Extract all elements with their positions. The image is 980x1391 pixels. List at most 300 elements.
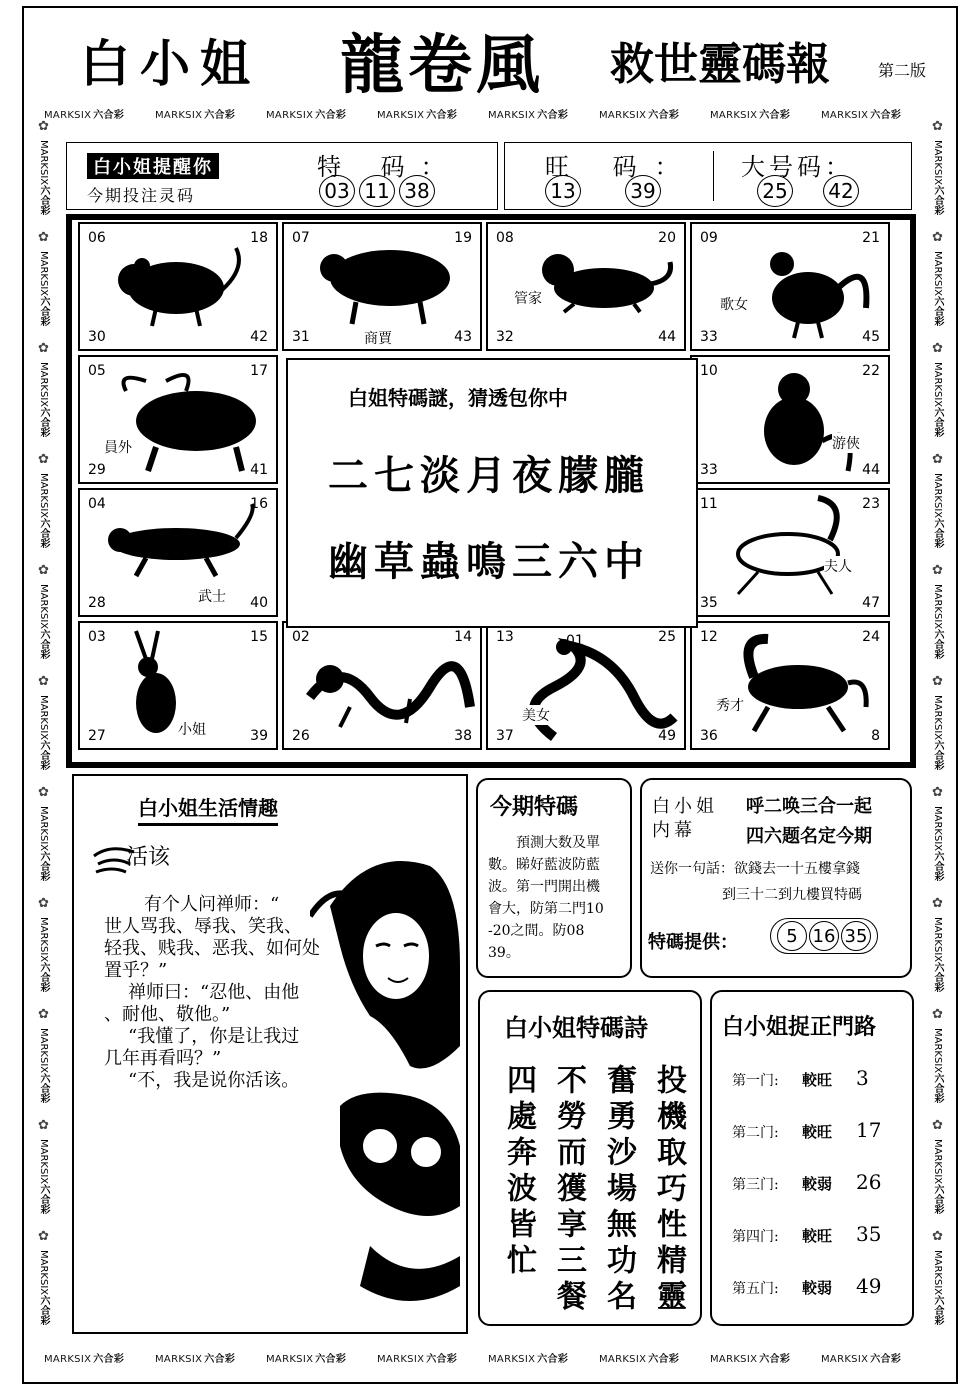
door-row [732,1274,881,1298]
watermark-item [155,1350,235,1365]
this-special-line: 數。睇好藍波防藍 [488,857,600,873]
wang-code-label: 旺 码： [545,153,697,181]
zodiac-label: 小姐 [178,719,206,739]
tiger-icon [86,494,276,614]
wang-code-1: 13 [545,175,581,207]
watermark-brand: 六合彩 [426,110,458,121]
watermark-brand: 六合彩 [38,296,49,327]
zodiac-num-tl: 09 [700,230,718,246]
watermark-brand: 六合彩 [38,407,49,438]
inside-slogan2: 四六题名定今期 [746,826,872,847]
watermark-vertical [930,473,945,548]
zodiac-num-br: 38 [454,728,472,744]
zodiac-num-bl: 31 [292,329,310,345]
zodiac-num-bl: 29 [88,462,106,478]
watermark-brand: 六合彩 [759,110,791,121]
watermark-brand: 六合彩 [38,962,49,993]
watermark-brand: 六合彩 [932,1073,943,1104]
watermark-brand: 六合彩 [537,1354,569,1365]
story-line: “我懂了，你是让我过 [128,1026,300,1047]
zodiac-num-bl: 33 [700,329,718,345]
watermark-brand: 六合彩 [932,296,943,327]
door-number: 35 [856,1222,882,1246]
zodiac-num-tr: 24 [862,629,880,645]
watermark-brand: 六合彩 [38,629,49,660]
zodiac-num-br: 45 [862,329,880,345]
snake-icon [494,627,684,747]
watermark-brand: 六合彩 [932,185,943,216]
zodiac-num-br: 39 [250,728,268,744]
watermark-vertical [36,1139,51,1214]
wang-code-2: 39 [625,175,661,207]
inside-label2: 内幕 [652,820,696,841]
watermark-brand: 六合彩 [93,1354,125,1365]
this-special-text [488,832,628,964]
zodiac-num-tl: 03 [88,629,106,645]
zodiac-cell-horse [690,621,890,750]
watermark-text: MARKSIX [266,1354,314,1365]
inside-box [640,778,912,978]
flower-icon: ✿ [38,785,49,800]
watermark-item [599,1350,679,1365]
watermark-text: MARKSIX [38,473,49,519]
watermark-vertical [36,251,51,326]
watermark-vertical [36,917,51,992]
watermark-vertical [36,806,51,881]
watermark-vertical [930,584,945,659]
this-special-line: 會大，防第二門10 [488,901,604,917]
inside-provide-label: 特碼提供： [648,932,738,953]
watermark-brand: 六合彩 [648,110,680,121]
zodiac-num-br: 43 [454,329,472,345]
poem-column-3: 奮勇沙場無功名 [601,1064,636,1316]
watermark-text: MARKSIX [821,110,869,121]
zodiac-num-tr: 23 [862,496,880,512]
watermark-brand: 六合彩 [38,518,49,549]
poem-box [478,990,702,1326]
zodiac-num-br: 47 [862,595,880,611]
riddle-line1: 二七淡月夜朦朧 [328,452,650,499]
life-subheading: 活该 [126,845,171,870]
dragon-icon [290,627,480,747]
watermark-bottom [36,1348,936,1368]
monkey-icon [698,361,888,481]
watermark-vertical [36,695,51,770]
zodiac-num-br: 44 [658,329,676,345]
zodiac-num-bl: 28 [88,595,106,611]
life-section [72,774,468,1334]
provide-number-1: 5 [777,921,807,951]
special-code-2: 11 [359,175,395,207]
watermark-vertical [36,362,51,437]
watermark-text: MARKSIX [599,1354,647,1365]
zodiac-num-tl: 13 [496,629,514,645]
zodiac-cell-dog [486,222,686,351]
watermark-text: MARKSIX [710,1354,758,1365]
watermark-brand: 六合彩 [537,110,569,121]
watermark-text: MARKSIX [821,1354,869,1365]
watermark-left [30,120,60,1345]
zodiac-num-tr: 16 [250,496,268,512]
watermark-item [710,1350,790,1365]
watermark-top [36,104,936,124]
special-code-1: 03 [319,175,355,207]
inside-slogan1: 呼二唤三合一起 [746,796,872,817]
flower-icon: ✿ [932,1007,943,1022]
watermark-brand: 六合彩 [315,110,347,121]
story-line: 几年再看吗？” [104,1048,222,1069]
door-row [732,1222,881,1246]
watermark-brand: 六合彩 [38,1295,49,1326]
watermark-vertical [930,1139,945,1214]
watermark-vertical [930,1250,945,1325]
flower-icon: ✿ [932,674,943,689]
watermark-item [377,106,457,121]
zodiac-cell-rabbit [78,621,278,750]
reminder-line2: 今期投注灵码 [87,186,196,205]
watermark-text: MARKSIX [266,110,314,121]
watermark-vertical [930,140,945,215]
flower-icon: ✿ [932,341,943,356]
zodiac-num-br: 40 [250,595,268,611]
zodiac-num-tm: 01 [566,633,584,649]
watermark-text: MARKSIX [155,110,203,121]
watermark-vertical [930,1028,945,1103]
poem-column-4: 投機取巧性精靈 [651,1064,686,1316]
watermark-item [377,1350,457,1365]
codes-panel-right [504,142,912,210]
watermark-text: MARKSIX [932,1250,943,1296]
door-status: 較旺 [802,1071,833,1089]
wang-code-numbers [545,175,665,207]
story-line: 、耐他、敬他。” [104,1004,231,1025]
poem-column-1: 四處奔波皆忙 [501,1064,536,1280]
story-line: “不，我是说你活该。 [128,1070,300,1091]
watermark-vertical [930,362,945,437]
watermark-item [710,106,790,121]
watermark-text: MARKSIX [155,1354,203,1365]
door-label: 第一门: [732,1073,779,1089]
watermark-brand: 六合彩 [932,518,943,549]
watermark-text: MARKSIX [932,584,943,630]
story-line: 有个人问禅师：“ [144,894,280,915]
doors-rows [732,1066,912,1306]
watermark-item [155,106,235,121]
watermark-text: MARKSIX [38,251,49,297]
this-special-box [476,778,632,978]
zodiac-num-br: 41 [250,462,268,478]
this-special-line: 波。第一門開出機 [488,879,600,895]
watermark-brand: 六合彩 [204,110,236,121]
header-title: 龍卷風 [340,29,544,103]
header [60,14,940,103]
special-code-label: 特 码： [317,153,461,181]
inside-tip1: 送你一句話：欲錢去一十五樓拿錢 [650,861,860,877]
watermark-text: MARKSIX [44,110,92,121]
watermark-brand: 六合彩 [426,1354,458,1365]
watermark-brand: 六合彩 [38,185,49,216]
zodiac-num-tl: 06 [88,230,106,246]
door-status: 較弱 [802,1279,833,1297]
vertical-divider [713,151,714,201]
zodiac-num-tr: 15 [250,629,268,645]
watermark-brand: 六合彩 [315,1354,347,1365]
door-status: 較弱 [802,1175,833,1193]
watermark-text: MARKSIX [488,1354,536,1365]
zodiac-cell-pig [282,222,482,351]
watermark-brand: 六合彩 [759,1354,791,1365]
door-status: 較旺 [802,1227,833,1245]
watermark-brand: 六合彩 [932,740,943,771]
zodiac-cell-dragon [282,621,482,750]
flower-icon: ✿ [932,896,943,911]
story-line: 轻我、贱我、恶我、如何处 [104,938,320,959]
zodiac-num-bl: 35 [700,595,718,611]
zodiac-cell-monkey [690,355,890,484]
zodiac-num-br: 8 [871,728,880,744]
zodiac-num-tr: 25 [658,629,676,645]
zodiac-num-tl: 04 [88,496,106,512]
watermark-vertical [36,1028,51,1103]
watermark-item [821,106,901,121]
watermark-vertical [930,917,945,992]
zodiac-label: 員外 [104,437,132,457]
flower-icon: ✿ [932,230,943,245]
zodiac-num-bl: 30 [88,329,106,345]
watermark-vertical [930,806,945,881]
zodiac-cell-tiger [78,488,278,617]
zodiac-num-tr: 22 [862,363,880,379]
zodiac-cell-goat [690,488,890,617]
zodiac-num-bl: 33 [700,462,718,478]
inside-provide-numbers [770,918,878,954]
riddle-line2: 幽草蟲鳴三六中 [328,538,650,585]
riddle-box [286,358,698,628]
zodiac-num-tr: 19 [454,230,472,246]
flower-icon: ✿ [932,119,943,134]
zodiac-num-br: 42 [250,329,268,345]
flower-icon: ✿ [38,1118,49,1133]
flower-icon: ✿ [38,119,49,134]
zodiac-label: 秀才 [716,695,744,715]
zodiac-num-br: 44 [862,462,880,478]
door-label: 第四门: [732,1229,779,1245]
watermark-text: MARKSIX [377,1354,425,1365]
flower-icon: ✿ [38,1007,49,1022]
watermark-brand: 六合彩 [870,110,902,121]
riddle-intro: 白姐特碼謎，猜透包你中 [348,386,568,410]
flower-icon: ✿ [38,230,49,245]
watermark-text: MARKSIX [377,110,425,121]
reminder-line1: 白小姐提醒你 [87,153,219,179]
flower-icon: ✿ [38,563,49,578]
woman-portrait-image [310,846,470,1326]
zodiac-num-tr: 18 [250,230,268,246]
zodiac-num-tr: 17 [250,363,268,379]
watermark-text: MARKSIX [932,695,943,741]
door-number: 17 [856,1118,882,1142]
zodiac-num-tr: 14 [454,629,472,645]
zodiac-num-tl: 11 [700,496,718,512]
watermark-brand: 六合彩 [204,1354,236,1365]
zodiac-cell-rooster [690,222,890,351]
zodiac-num-bl: 36 [700,728,718,744]
reminder-box [87,153,277,203]
door-number: 26 [856,1170,882,1194]
door-label: 第三门: [732,1177,779,1193]
zodiac-num-tl: 08 [496,230,514,246]
zodiac-cell-ox [78,355,278,484]
watermark-item [266,106,346,121]
big-code-1: 25 [757,175,793,207]
zodiac-cell-rat [78,222,278,351]
watermark-text: MARKSIX [38,695,49,741]
watermark-text: MARKSIX [38,1028,49,1074]
door-row [732,1066,869,1090]
watermark-text: MARKSIX [38,362,49,408]
watermark-text: MARKSIX [710,110,758,121]
watermark-text: MARKSIX [932,362,943,408]
header-subtitle: 救世靈碼報 [610,39,830,90]
watermark-item [44,106,124,121]
watermark-text: MARKSIX [38,584,49,630]
watermark-text: MARKSIX [488,110,536,121]
story-line: 世人骂我、辱我、笑我、 [104,916,302,937]
watermark-brand: 六合彩 [870,1354,902,1365]
poem-column-2: 不勞而獲享三餐 [551,1064,586,1316]
inside-tip2: 到三十二到九樓買特碼 [722,887,862,903]
watermark-brand: 六合彩 [38,740,49,771]
watermark-brand: 六合彩 [38,1184,49,1215]
zodiac-label: 歌女 [720,294,748,314]
door-row [732,1170,881,1194]
zodiac-num-br: 49 [658,728,676,744]
watermark-brand: 六合彩 [932,1295,943,1326]
watermark-vertical [36,584,51,659]
watermark-brand: 六合彩 [932,851,943,882]
watermark-text: MARKSIX [38,1250,49,1296]
watermark-item [488,1350,568,1365]
watermark-text: MARKSIX [932,1139,943,1185]
watermark-text: MARKSIX [932,1028,943,1074]
watermark-right [924,120,954,1345]
story-line: 禅师曰：“忍他、由他 [128,982,300,1003]
watermark-brand: 六合彩 [648,1354,680,1365]
flower-icon: ✿ [38,674,49,689]
watermark-vertical [36,140,51,215]
watermark-vertical [36,1250,51,1325]
watermark-vertical [930,695,945,770]
big-code-label: 大号码： [741,153,853,181]
zodiac-num-tl: 05 [88,363,106,379]
watermark-vertical [36,473,51,548]
flower-icon: ✿ [932,1118,943,1133]
watermark-text: MARKSIX [932,140,943,186]
watermark-item [821,1350,901,1365]
doors-heading: 白小姐捉正門路 [722,1014,877,1040]
zodiac-num-tr: 21 [862,230,880,246]
watermark-brand: 六合彩 [932,1184,943,1215]
zodiac-cell-snake [486,621,686,750]
zodiac-label: 夫人 [824,556,852,576]
flower-icon: ✿ [932,563,943,578]
watermark-brand: 六合彩 [932,407,943,438]
watermark-text: MARKSIX [932,251,943,297]
watermark-vertical [930,251,945,326]
provide-number-3: 35 [841,921,871,951]
this-special-line: 39。 [488,945,520,961]
watermark-text: MARKSIX [38,806,49,852]
this-special-heading: 今期特碼 [490,794,579,820]
watermark-text: MARKSIX [932,473,943,519]
zodiac-num-tl: 10 [700,363,718,379]
doors-box [710,990,914,1326]
flower-icon: ✿ [932,1229,943,1244]
door-label: 第二门: [732,1125,779,1141]
door-number: 3 [856,1066,869,1090]
door-label: 第五门: [732,1281,779,1297]
rat-icon [86,228,276,348]
flower-icon: ✿ [38,341,49,356]
door-number: 49 [856,1274,882,1298]
watermark-item [44,1350,124,1365]
poem-heading: 白小姐特碼詩 [504,1013,648,1042]
zodiac-label: 武士 [198,586,226,606]
edition-label: 第二版 [878,61,927,80]
story-line: 置乎？” [104,960,168,981]
watermark-brand: 六合彩 [932,629,943,660]
watermark-brand: 六合彩 [93,110,125,121]
zodiac-label: 管家 [514,288,542,308]
inside-label1: 白小姐 [652,796,718,817]
flower-icon: ✿ [932,785,943,800]
watermark-item [488,106,568,121]
zodiac-num-tl: 02 [292,629,310,645]
watermark-text: MARKSIX [932,917,943,963]
zodiac-num-tr: 20 [658,230,676,246]
this-special-line: -20之間。防08 [488,923,585,939]
codes-panel [66,142,498,210]
this-special-line: 預測大数及單 [516,835,600,851]
watermark-brand: 六合彩 [932,962,943,993]
flower-icon: ✿ [932,452,943,467]
goat-icon [698,494,888,614]
zodiac-label: 游俠 [832,433,860,453]
watermark-text: MARKSIX [44,1354,92,1365]
zodiac-label: 商賈 [364,328,392,348]
watermark-text: MARKSIX [38,917,49,963]
watermark-item [599,106,679,121]
special-code-3: 38 [399,175,435,207]
watermark-text: MARKSIX [38,1139,49,1185]
zodiac-num-bl: 32 [496,329,514,345]
provide-number-2: 16 [809,921,839,951]
zodiac-num-tl: 12 [700,629,718,645]
watermark-text: MARKSIX [599,110,647,121]
flower-icon: ✿ [38,452,49,467]
flower-icon: ✿ [38,896,49,911]
header-name: 白小姐 [80,35,260,93]
zodiac-num-bl: 26 [292,728,310,744]
zodiac-num-tl: 07 [292,230,310,246]
zodiac-num-bl: 37 [496,728,514,744]
big-code-2: 42 [823,175,859,207]
horse-icon [698,627,888,747]
ox-icon [86,361,276,481]
flower-icon: ✿ [38,1229,49,1244]
door-status: 較旺 [802,1123,833,1141]
rooster-icon [698,228,888,348]
